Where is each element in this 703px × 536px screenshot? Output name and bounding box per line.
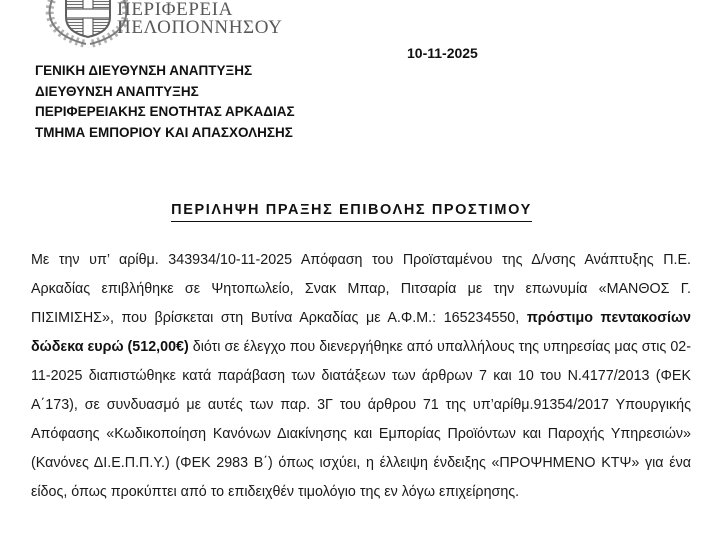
title-row xyxy=(0,201,703,222)
region-name xyxy=(117,1,282,37)
department-line-general-directorate: ΓΕΝΙΚΗ ΔΙΕΥΘΥΝΣΗ ΑΝΑΠΤΥΞΗΣ xyxy=(35,63,253,78)
document-title: ΠΕΡΙΛΗΨΗ ΠΡΑΞΗΣ ΕΠΙΒΟΛΗΣ ΠΡΟΣΤΙΜΟΥ xyxy=(171,202,532,222)
region-name-line2: ΠΕΛΟΠΟΝΝΗΣΟΥ xyxy=(117,17,283,38)
document-date: 10-11-2025 xyxy=(407,45,478,61)
department-line-regional-unit: ΠΕΡΙΦΕΡΕΙΑΚΗΣ ΕΝΟΤΗΤΑΣ ΑΡΚΑΔΙΑΣ xyxy=(35,104,295,119)
greek-coat-of-arms-icon xyxy=(40,0,128,48)
fine-amount-bold-text: πρόστιμο πεντακοσίων δώδεκα ευρώ (512,00€) xyxy=(31,310,691,355)
department-line-commerce-dept: ΤΜΗΜΑ ΕΜΠΟΡΙΟΥ ΚΑΙ ΑΠΑΣΧΟΛΗΣΗΣ xyxy=(35,124,293,140)
department-block xyxy=(35,61,295,143)
body-text-part1: Με την υπ’ αρίθμ. 343934/10-11-2025 Απόφαση του Προϊσταμένου της Δ/νσης Ανάπτυξης Π.Ε. Αρκαδίας επιβλήθηκε σε Ψητοπωλείο, Σνακ Μπαρ, Πιτσαρία με την επωνυμία «ΜΑΝΘΟΣ Γ. ΠΙΣΙΜΙΣΗΣ», που βρίσκεται στη Βυτίνα Αρκαδίας με Α.Φ.Μ.: 165234550, xyxy=(31,252,691,326)
region-name-line1: ΠΕΡΙΦΕΡΕΙΑ xyxy=(117,0,233,20)
body-text-part2: διότι σε έλεγχο που διενεργήθηκε από υπαλλήλους της υπηρεσίας μας στις 02-11-2025 διαπιστώθηκε κατά παράβαση των διατάξεων των άρθρων 7 και 10 του Ν.4177/2013 (ΦΕΚ Α΄173), σε συνδυασμό με αυτές των παρ. 3Γ του άρθρου 71 της υπ’αρίθμ.91354/2017 Υπουργικής Απόφασης «Κωδικοποίηση Κανόνων Διακίνησης και Εμπορίας Προϊόντων και Παροχής Υπηρεσιών» (Κανόνες ΔΙ.Ε.Π.Π.Υ.) (ΦΕΚ 2983 Β΄) όπως ισχύει, η έλλειψη ένδειξης «ΠΡΟΨΗΜΕΝΟ ΚΤΨ» για ένα είδος, όπως προκύπτει από το επιδειχθέν τιμολόγιο της εν λόγω επιχείρησης. xyxy=(31,339,691,500)
body-paragraph xyxy=(31,246,691,507)
department-line-directorate: ΔΙΕΥΘΥΝΣΗ ΑΝΑΠΤΥΞΗΣ xyxy=(35,83,199,99)
